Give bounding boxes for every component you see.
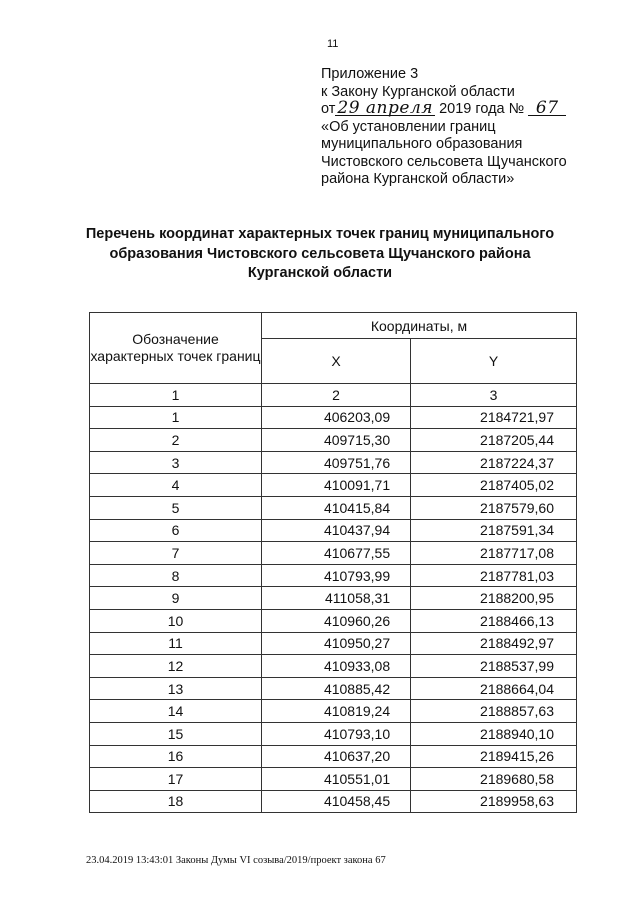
table-row <box>90 474 577 497</box>
y-coordinate-cell: 2188940,10 <box>411 722 577 745</box>
point-number-cell: 5 <box>90 496 262 519</box>
appendix-header <box>321 66 567 189</box>
point-number-cell: 9 <box>90 587 262 610</box>
appendix-law-ref: к Закону Курганской области <box>321 83 515 100</box>
point-number-cell: 6 <box>90 519 262 542</box>
table-row <box>90 722 577 745</box>
x-coordinate-cell: 410677,55 <box>262 542 411 565</box>
y-coordinate-cell: 2187781,03 <box>411 564 577 587</box>
x-coordinate-cell: 410933,08 <box>262 655 411 678</box>
table-row <box>90 496 577 519</box>
table-row <box>90 451 577 474</box>
header-y: Y <box>411 339 577 384</box>
y-coordinate-cell: 2189958,63 <box>411 790 577 813</box>
date-prefix: от <box>321 101 336 117</box>
y-coordinate-cell: 2188492,97 <box>411 632 577 655</box>
y-coordinate-cell: 2184721,97 <box>411 406 577 429</box>
x-coordinate-cell: 410950,27 <box>262 632 411 655</box>
point-number-cell: 17 <box>90 768 262 791</box>
x-coordinate-cell: 409751,76 <box>262 451 411 474</box>
table-row <box>90 700 577 723</box>
table-row <box>90 542 577 565</box>
point-number-cell: 16 <box>90 745 262 768</box>
title-line-3: Курганской области <box>247 265 393 281</box>
x-coordinate-cell: 410551,01 <box>262 768 411 791</box>
point-number-cell: 1 <box>90 406 262 429</box>
document-title <box>60 225 580 284</box>
column-number: 3 <box>411 384 577 407</box>
y-coordinate-cell: 2188857,63 <box>411 700 577 723</box>
y-coordinate-cell: 2188200,95 <box>411 587 577 610</box>
appendix-title: Приложение 3 <box>321 66 419 82</box>
x-coordinate-cell: 410637,20 <box>262 745 411 768</box>
table-row <box>90 587 577 610</box>
y-coordinate-cell: 2187591,34 <box>411 519 577 542</box>
table-row <box>90 790 577 813</box>
y-coordinate-cell: 2188664,04 <box>411 677 577 700</box>
y-coordinate-cell: 2187717,08 <box>411 542 577 565</box>
x-coordinate-cell: 410793,99 <box>262 564 411 587</box>
y-coordinate-cell: 2187405,02 <box>411 474 577 497</box>
x-coordinate-cell: 410793,10 <box>262 722 411 745</box>
point-number-cell: 14 <box>90 700 262 723</box>
page-number: 11 <box>327 38 339 50</box>
table-row <box>90 677 577 700</box>
point-number-cell: 4 <box>90 474 262 497</box>
x-coordinate-cell: 409715,30 <box>262 429 411 452</box>
x-coordinate-cell: 410091,71 <box>262 474 411 497</box>
law-title-line-4: района Курганской области» <box>321 171 515 187</box>
title-line-1: Перечень координат характерных точек границ муниципального <box>85 226 555 242</box>
x-coordinate-cell: 406203,09 <box>262 406 411 429</box>
table-row <box>90 632 577 655</box>
x-coordinate-cell: 410819,24 <box>262 700 411 723</box>
table-row <box>90 519 577 542</box>
y-coordinate-cell: 2187224,37 <box>411 451 577 474</box>
law-title-line-1: «Об установлении границ <box>321 118 496 135</box>
y-coordinate-cell: 2189680,58 <box>411 768 577 791</box>
table-row <box>90 406 577 429</box>
column-number: 1 <box>90 384 262 407</box>
date-suffix: 2019 года № <box>439 101 525 117</box>
table-row <box>90 745 577 768</box>
header-x: X <box>262 339 411 384</box>
x-coordinate-cell: 410885,42 <box>262 677 411 700</box>
law-title-line-3: Чистовского сельсовета Щучанского <box>321 153 567 170</box>
y-coordinate-cell: 2187205,44 <box>411 429 577 452</box>
point-number-cell: 8 <box>90 564 262 587</box>
table-row <box>90 655 577 678</box>
point-number-cell: 18 <box>90 790 262 813</box>
coordinates-table <box>89 312 577 813</box>
point-number-cell: 12 <box>90 655 262 678</box>
header-coordinates: Координаты, м <box>262 313 577 339</box>
x-coordinate-cell: 410458,45 <box>262 790 411 813</box>
handwritten-date: 29 апреля <box>337 98 434 118</box>
x-coordinate-cell: 410415,84 <box>262 496 411 519</box>
y-coordinate-cell: 2188537,99 <box>411 655 577 678</box>
y-coordinate-cell: 2188466,13 <box>411 609 577 632</box>
table-row <box>90 429 577 452</box>
x-coordinate-cell: 410960,26 <box>262 609 411 632</box>
table-body <box>90 384 577 813</box>
footer-stamp: 23.04.2019 13:43:01 Законы Думы VI созыва/2019/проект закона 67 <box>86 855 386 866</box>
y-coordinate-cell: 2189415,26 <box>411 745 577 768</box>
table-row <box>90 768 577 791</box>
header-designation: Обозначение характерных точек границ <box>90 313 262 384</box>
title-line-2: образования Чистовского сельсовета Щучанского района <box>109 245 531 262</box>
x-coordinate-cell: 411058,31 <box>262 587 411 610</box>
x-coordinate-cell: 410437,94 <box>262 519 411 542</box>
law-title-line-2: муниципального образования <box>321 136 523 152</box>
point-number-cell: 10 <box>90 609 262 632</box>
table-row <box>90 564 577 587</box>
point-number-cell: 2 <box>90 429 262 452</box>
table-row <box>90 609 577 632</box>
handwritten-law-number: 67 <box>528 101 566 116</box>
appendix-date-line <box>321 98 567 119</box>
point-number-cell: 13 <box>90 677 262 700</box>
point-number-cell: 3 <box>90 451 262 474</box>
column-number: 2 <box>262 384 411 407</box>
point-number-cell: 7 <box>90 542 262 565</box>
point-number-cell: 11 <box>90 632 262 655</box>
column-number-row <box>90 384 577 407</box>
point-number-cell: 15 <box>90 722 262 745</box>
y-coordinate-cell: 2187579,60 <box>411 496 577 519</box>
